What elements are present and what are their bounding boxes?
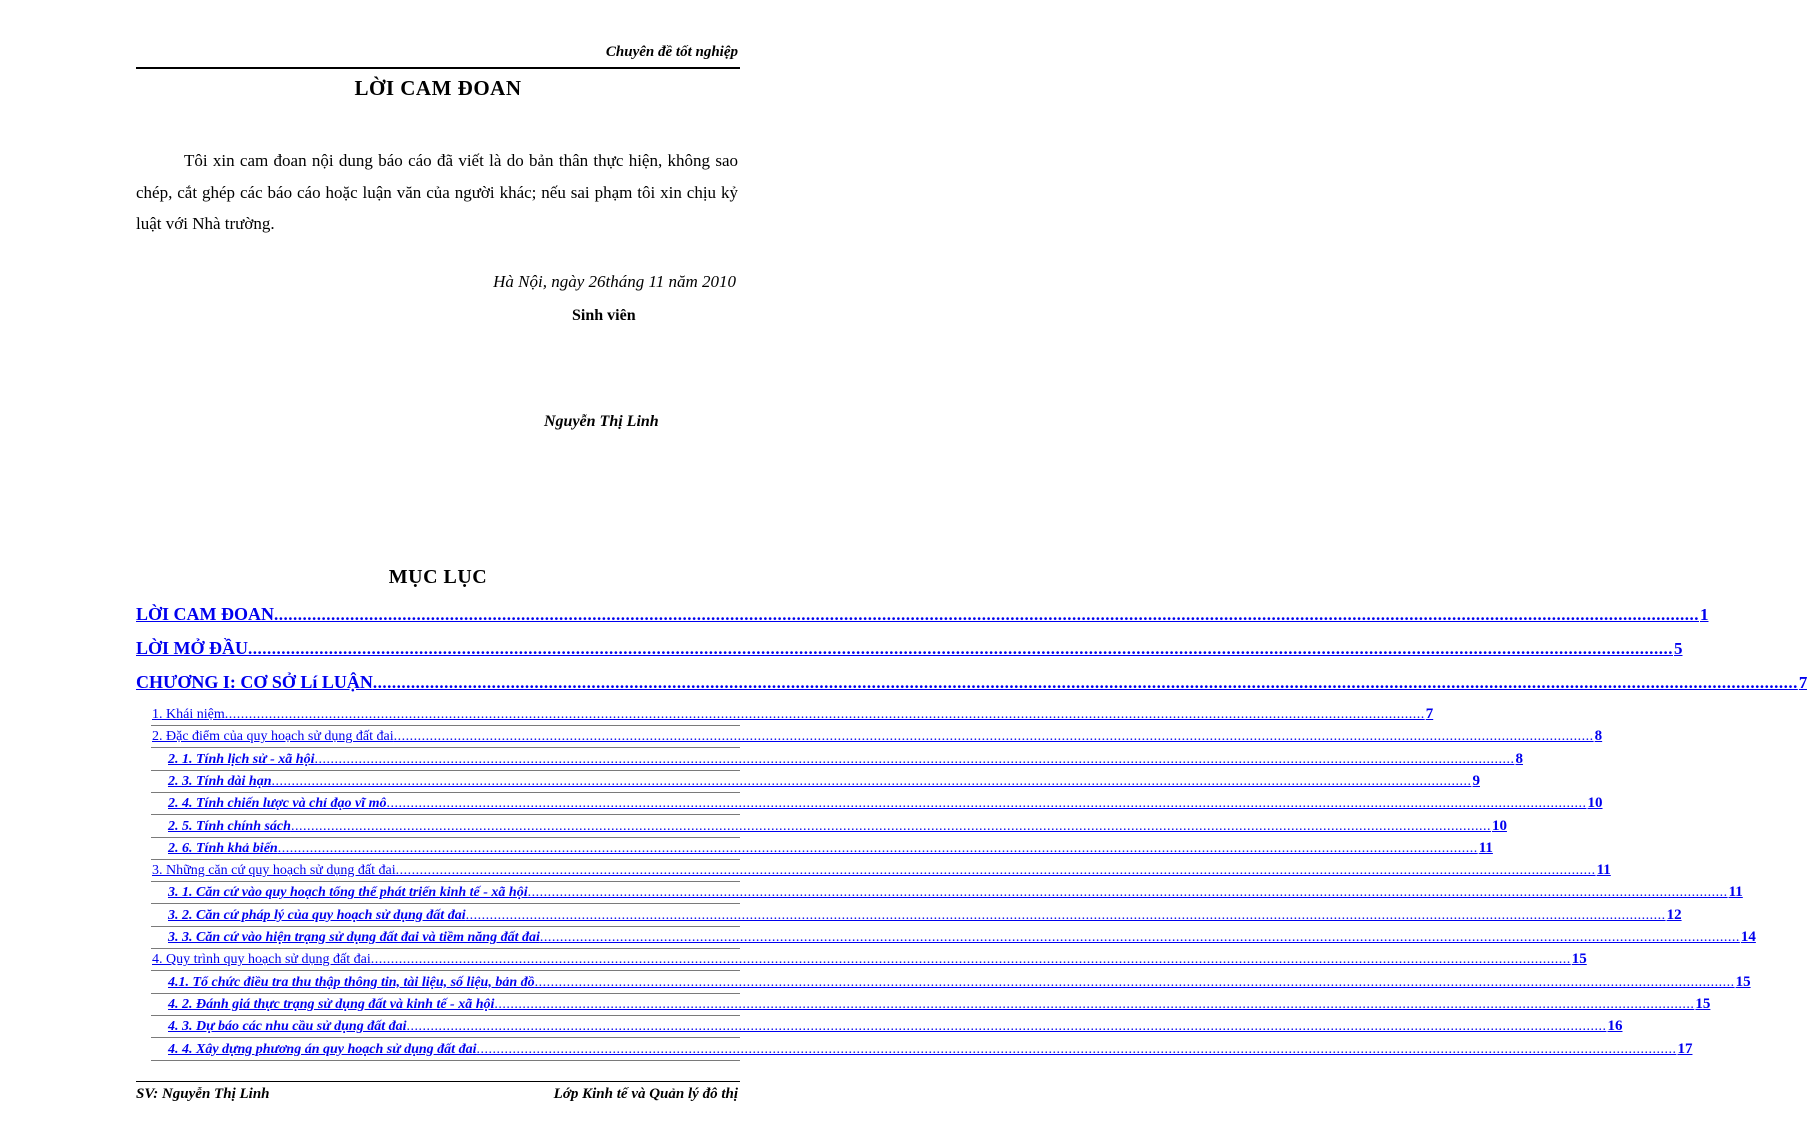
toc-row-separator [151,903,740,904]
footer-divider [136,1081,740,1082]
toc-entry-label: 2. 3. Tính dài hạn [168,773,272,789]
toc-row-separator [151,948,740,949]
toc-entry-label: 2. 6. Tính khả biến [168,840,278,856]
toc-entry-page: 7 [1425,706,1434,722]
toc-entry-label: LỜI CAM ĐOAN [136,604,274,624]
toc-entry-page: 17 [1677,1040,1693,1057]
toc-row-separator [151,770,740,771]
toc-row-separator [151,1015,740,1016]
toc-row-separator [151,747,740,748]
footer-student: SV: Nguyễn Thị Linh [136,1086,270,1102]
toc-entry-label: 3. 3. Căn cứ vào hiện trạng sử dụng đất đai và tiềm năng đất đai [168,930,540,945]
toc-entry-label: 2. 5. Tính chính sách [168,818,291,834]
toc-dot-leader: ............................................................................................................................................................................................................................................................................................................ [224,707,1425,722]
toc-entry-page: 10 [1491,817,1507,834]
header-divider [136,67,740,69]
toc-row-separator [151,993,740,994]
toc-row-separator [151,792,740,793]
toc-entry-label: 1. Khái niệm [152,707,225,722]
toc-entry[interactable] [168,839,1493,857]
toc-entry-page: 11 [1596,862,1611,879]
toc-entry-label: 4. 3. Dự báo các nhu cầu sử dụng đất đai [168,1019,407,1035]
toc-entry-page: 5 [1674,639,1683,658]
toc-title: MỤC LỤC [388,566,488,588]
pledge-title: LỜI CAM ĐOAN [354,76,522,100]
toc-entry[interactable] [168,929,1756,946]
toc-dot-leader: ............................................................................................................................................................................................................................................................................................................ [271,773,1472,789]
toc-dot-leader: ............................................................................................................................................................................................................................................................................................................ [372,673,1798,692]
signer-name: Nguyễn Thị Linh [544,413,659,430]
pledge-paragraph: Tôi xin cam đoan nội dung báo cáo đã viết là do bản thân thực hiện, không sao chép, cắt ghép các báo cáo hoặc luận văn của người khác; nếu sai phạm tôi xin chịu kỷ luật với Nhà trường. [136,151,738,233]
toc-entry-label: 3. 1. Căn cứ vào quy hoạch tổng thể phát triển kinh tế - xã hội [168,885,528,901]
toc-entry-page: 15 [1571,951,1587,968]
toc-entry[interactable] [168,973,1751,991]
toc-entry-label: 2. 1. Tính lịch sử - xã hội [168,751,315,767]
toc-dot-leader: ............................................................................................................................................................................................................................................................................................................ [395,863,1596,879]
toc-entry-page: 15 [1695,995,1711,1012]
toc-entry[interactable] [168,795,1603,812]
toc-entry-label: CHƯƠNG I: CƠ SỞ Lí LUẬN [136,672,373,692]
toc-entry-label: LỜI MỞ ĐẦU [136,638,248,658]
toc-entry-label: 2. 4. Tính chiến lược và chỉ đạo vĩ mô [168,796,387,812]
toc-entry[interactable] [168,1018,1623,1035]
toc-dot-leader: ............................................................................................................................................................................................................................................................................................................ [393,729,1594,745]
toc-dot-leader: ............................................................................................................................................................................................................................................................................................................ [406,1019,1607,1035]
toc-entry[interactable] [168,906,1682,924]
toc-row-separator [151,837,740,838]
footer-class: Lớp Kinh tế và Quản lý đô thị [553,1086,738,1102]
toc-dot-leader: ............................................................................................................................................................................................................................................................................................................ [527,885,1728,901]
toc-row-separator [151,814,740,815]
toc-entry[interactable] [168,772,1480,790]
toc-dot-leader: ............................................................................................................................................................................................................................................................................................................ [386,796,1587,812]
toc-entry-page: 10 [1587,795,1603,812]
toc-dot-leader: ............................................................................................................................................................................................................................................................................................................ [248,639,1673,658]
toc-row-separator [151,725,740,726]
toc-dot-leader: ............................................................................................................................................................................................................................................................................................................ [494,996,1695,1012]
toc-dot-leader: ............................................................................................................................................................................................................................................................................................................ [534,974,1735,990]
toc-entry-label: 3. Những căn cứ quy hoạch sử dụng đất đai [152,863,396,879]
toc-entry[interactable] [168,750,1523,768]
toc-entry-label: 4.1. Tổ chức điều tra thu thập thông tin, tài liệu, số liệu, bản đồ [168,974,535,990]
toc-dot-leader: ............................................................................................................................................................................................................................................................................................................ [476,1041,1677,1057]
toc-entry-page: 11 [1478,839,1493,856]
toc-entry-label: 4. 4. Xây dựng phương án quy hoạch sử dụng đất đai [168,1041,477,1057]
toc-entry-page: 1 [1700,605,1709,624]
toc-entry[interactable] [136,638,1683,659]
toc-dot-leader: ............................................................................................................................................................................................................................................................................................................ [370,952,1571,968]
toc-entry-page: 16 [1607,1018,1623,1035]
toc-entry[interactable] [152,951,1587,968]
toc-entry-page: 9 [1472,772,1480,789]
toc-entry[interactable] [136,672,1807,693]
toc-entry-label: 3. 2. Căn cứ pháp lý của quy hoạch sử dụng đất đai [168,907,466,923]
toc-entry-page: 11 [1728,884,1743,901]
toc-dot-leader: ............................................................................................................................................................................................................................................................................................................ [290,818,1491,834]
toc-entry-page: 12 [1666,906,1682,923]
place-date: Hà Nội, ngày 26tháng 11 năm 2010 [493,272,736,291]
toc-entry-page: 8 [1594,728,1603,745]
toc-entry-label: 4. Quy trình quy hoạch sử dụng đất đai [152,952,371,968]
toc-dot-leader: ............................................................................................................................................................................................................................................................................................................ [277,840,1478,856]
toc-row-separator [151,926,740,927]
toc-entry-page: 8 [1515,750,1523,767]
toc-dot-leader: ............................................................................................................................................................................................................................................................................................................ [539,930,1740,945]
toc-row-separator [151,1037,740,1038]
toc-entry-label: 4. 2. Đánh giá thực trạng sử dụng đất và kinh tế - xã hội [168,996,495,1012]
toc-entry-page: 7 [1798,673,1807,692]
toc-entry[interactable] [168,817,1507,835]
toc-entry[interactable] [168,884,1743,901]
toc-row-separator [151,859,740,860]
toc-dot-leader: ............................................................................................................................................................................................................................................................................................................ [465,907,1666,923]
toc-entry[interactable] [168,1040,1693,1058]
toc-entry-page: 14 [1740,929,1756,945]
toc-entry[interactable] [152,862,1611,879]
toc-row-separator [151,881,740,882]
toc-entry[interactable] [152,728,1603,745]
toc-entry[interactable] [152,706,1434,723]
toc-entry[interactable] [168,995,1711,1013]
toc-row-separator [151,970,740,971]
toc-entry[interactable] [136,604,1709,625]
toc-dot-leader: ............................................................................................................................................................................................................................................................................................................ [314,751,1515,767]
header-document-type: Chuyên đề tốt nghiệp [605,44,738,60]
toc-entry-page: 15 [1735,973,1751,990]
toc-row-separator [151,1060,740,1061]
toc-entry-label: 2. Đặc điểm của quy hoạch sử dụng đất đai [152,729,394,745]
toc-dot-leader: ............................................................................................................................................................................................................................................................................................................ [274,605,1699,624]
signer-title: Sinh viên [572,307,636,324]
